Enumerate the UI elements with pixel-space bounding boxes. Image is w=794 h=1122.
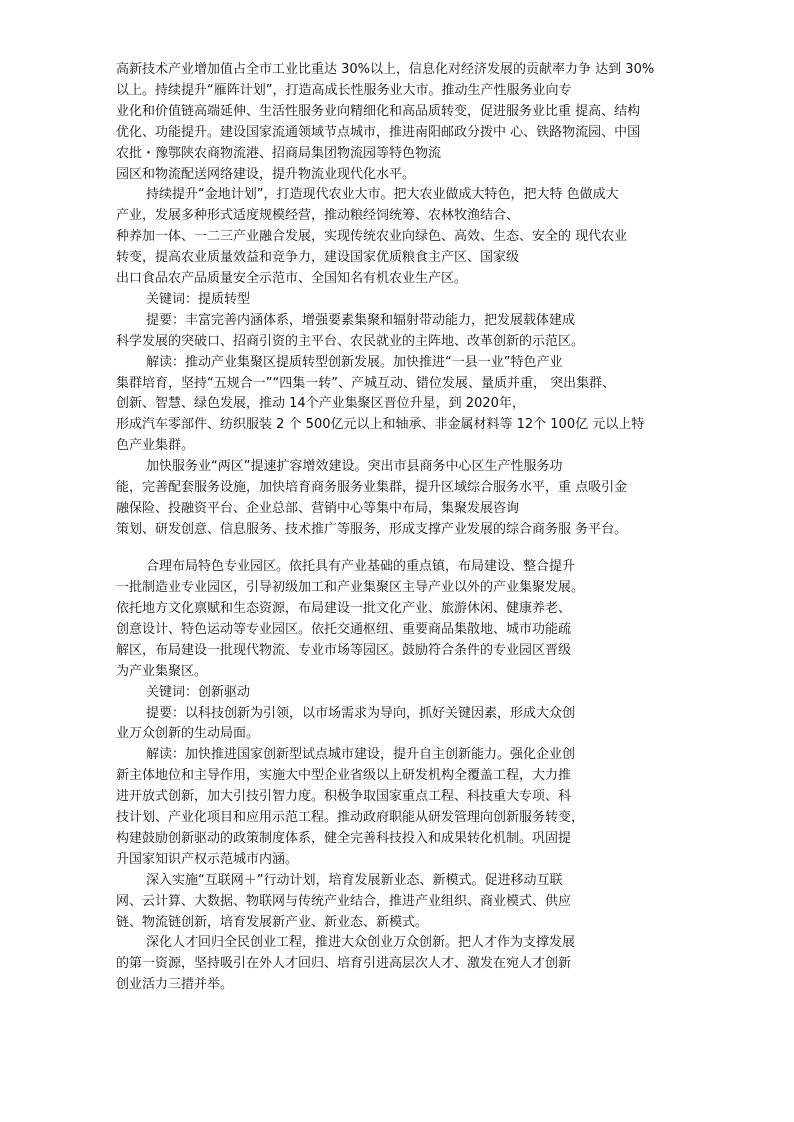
text-line: 依托地方文化禀赋和生态资源，布局建设一批文化产业、旅游休闲、健康养老、 (116, 601, 572, 616)
text-line: 链、物流链创新，培育发展新产业、新业态、新模式。 (116, 915, 429, 930)
text-line: 高新技术产业增加值占全市工业比重达 30%以上，信息化对经济发展的贡献率力争 达到 30% (116, 62, 655, 77)
text-line: 构建鼓励创新驱动的政策制度体系，健全完善科技投入和成果转化机制。巩固提 (116, 831, 572, 846)
text-line: 出口食品农产品质量安全示范市、全国知名有机农业生产区。 (116, 271, 468, 286)
text-line: 业化和价值链高端延伸、生活性服务业向精细化和高品质转变，促进服务业比重 提高、结构 (116, 104, 641, 119)
text-line: 网、云计算、大数据、物联网与传统产业结合，推进产业组织、商业模式、供应 (116, 894, 572, 909)
text-line: 融保险、投融资平台、企业总部、营销中心等集中布局，集聚发展咨询 (116, 501, 520, 516)
text-line: 提要：丰富完善内涵体系，增强要素集聚和辐射带动能力，把发展载体建成 (146, 313, 576, 328)
text-line: 解读：推动产业集聚区提质转型创新发展。加快推进“一县一业”特色产业 (146, 355, 563, 370)
text-line: 策划、研发创意、信息服务、技术推广等服务，形成支撑产业发展的综合商务服 务平台。 (116, 522, 628, 537)
text-line: 集群培育，坚持“五规合一”“四集一转”、产城互动、错位发展、量质并重， 突出集群、 (116, 376, 616, 391)
text-line: 以上。持续提升“雁阵计划”，打造高成长性服务业大市。推动生产性服务业向专 (116, 83, 572, 98)
text-line: 种养加一体、一二三产业融合发展，实现传统农业向绿色、高效、生态、安全的 现代农业 (116, 229, 628, 244)
text-line: 的第一资源，坚持吸引在外人才回归、培育引进高层次人才、激发在宛人才创新 (116, 956, 572, 971)
text-line: 提要：以科技创新为引领，以市场需求为导向，抓好关键因素，形成大众创 (146, 706, 576, 721)
text-line: 优化、功能提升。建设国家流通领域节点城市，推进南阳邮政分拨中 心、铁路物流园、中国 (116, 125, 641, 140)
text-line: 合理布局特色专业园区。依托具有产业基础的重点镇，布局建设、整合提升 (146, 559, 576, 574)
text-line: 新主体地位和主导作用，实施大中型企业省级以上研发机构全覆盖工程，大力推 (116, 768, 572, 783)
text-line: 创业活力三措并举。 (116, 977, 234, 992)
text-line: 加快服务业“两区”提速扩容增效建设。突出市县商务中心区生产性服务功 (146, 459, 563, 474)
text-line: 转变，提高农业质量效益和竞争力，建设国家优质粮食主产区、国家级 (116, 250, 520, 265)
text-line: 业万众创新的生动局面。 (116, 726, 260, 741)
text-line: 形成汽车零部件、纺织服装 2 个 500亿元以上和轴承、非金属材料等 12个 100亿 元以上特 (116, 417, 645, 432)
text-line: 创意设计、特色运动等专业园区。依托交通枢纽、重要商品集散地、城市功能疏 (116, 622, 572, 637)
text-line: 产业，发展多种形式适度规模经营，推动粮经饲统筹、农林牧渔结合、 (116, 208, 520, 223)
keyword-heading: 关键词：创新驱动 (146, 685, 251, 700)
text-line: 科学发展的突破口、招商引资的主平台、农民就业的主阵地、改革创新的示范区。 (116, 334, 585, 349)
text-line: 解读：加快推进国家创新型试点城市建设，提升自主创新能力。强化企业创 (146, 747, 576, 762)
text-line: 为产业集聚区。 (116, 664, 208, 679)
text-line: 深化人才回归全民创业工程，推进大众创业万众创新。把人才作为支撑发展 (146, 935, 576, 950)
text-line: 能，完善配套服务设施，加快培育商务服务业集群，提升区域综合服务水平，重 点吸引金 (116, 480, 628, 495)
text-line: 农批・豫鄂陕农商物流港、招商局集团物流园等特色物流 (116, 146, 442, 161)
text-line: 进开放式创新，加大引技引智力度。积极争取国家重点工程、科技重大专项、科 (116, 789, 572, 804)
keyword-heading: 关键词：提质转型 (146, 292, 251, 307)
text-line: 创新、智慧、绿色发展，推动 14个产业集聚区晋位升星，到 2020年， (116, 396, 525, 411)
text-line: 色产业集群。 (116, 438, 195, 453)
text-line: 持续提升“金地计划”，打造现代农业大市。把大农业做成大特色，把大特 色做成大 (146, 187, 619, 202)
text-line: 园区和物流配送网络建设，提升物流业现代化水平。 (116, 167, 416, 182)
text-line: 深入实施“互联网＋”行动计划，培育发展新业态、新模式。促进移动互联 (146, 873, 563, 888)
text-line: 一批制造业专业园区，引导初级加工和产业集聚区主导产业以外的产业集聚发展。 (116, 580, 585, 595)
text-line: 技计划、产业化项目和应用示范工程。推动政府职能从研发管理向创新服务转变， (116, 810, 585, 825)
text-line: 解区，布局建设一批现代物流、专业市场等园区。鼓励符合条件的专业园区晋级 (116, 643, 572, 658)
text-line: 升国家知识产权示范城市内涵。 (116, 852, 299, 867)
